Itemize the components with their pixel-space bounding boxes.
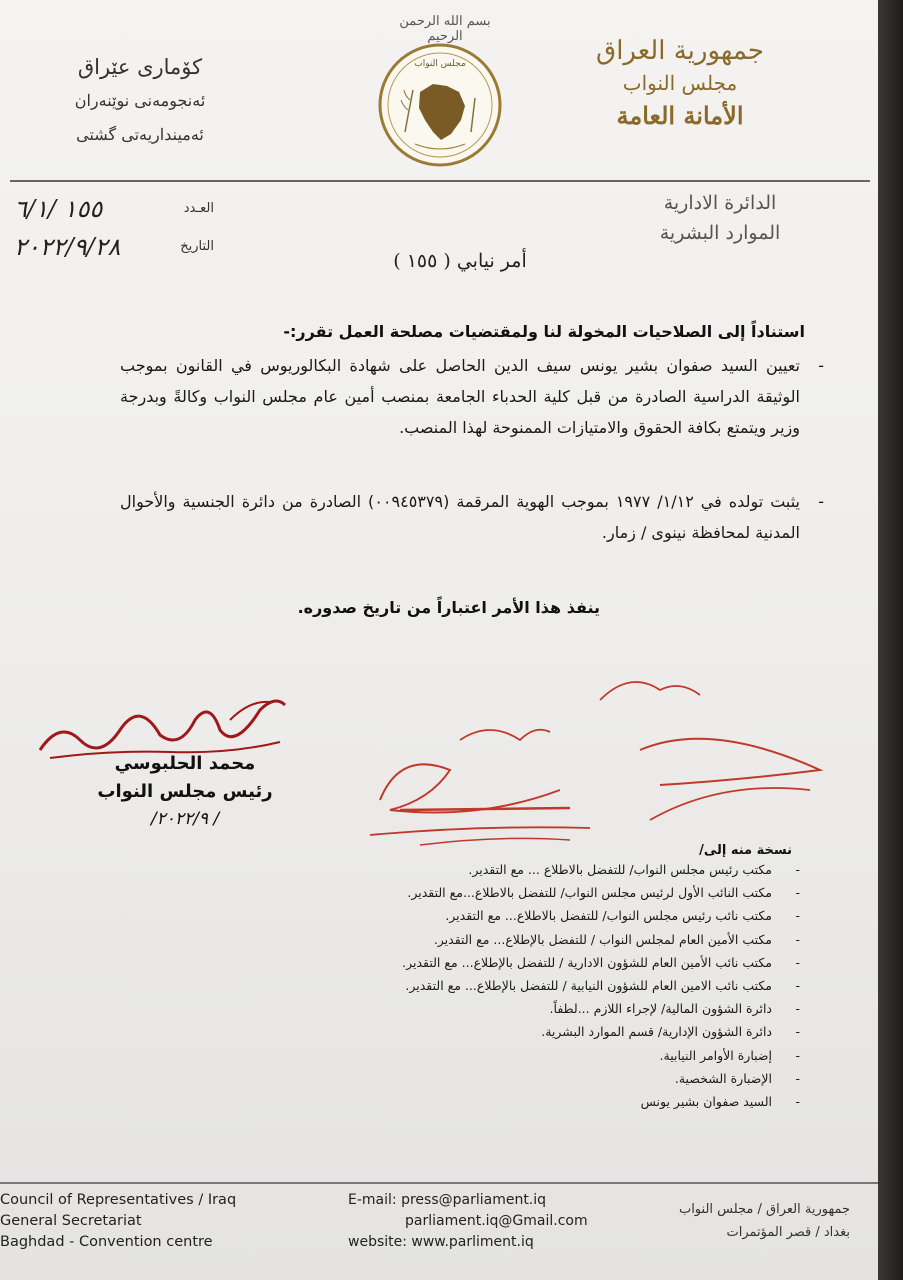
signer-date: / ٢٠٢٢/٩/ (150, 809, 220, 829)
execution-clause: ينفذ هذا الأمر اعتباراً من تاريخ صدوره. (297, 598, 600, 617)
list-item: - دائرة الشؤون الإدارية/ قسم الموارد البشرية. (240, 1020, 800, 1043)
list-item: - السيد صفوان بشير يونس (240, 1090, 800, 1113)
approval-annotations-icon (360, 660, 830, 860)
order-paragraph (120, 350, 824, 443)
website-link[interactable]: www.parliment.iq (411, 1234, 534, 1250)
list-item: - إضبارة الأوامر النيابية. (240, 1044, 800, 1067)
signer-title: رئيس مجلس النواب (97, 781, 273, 802)
letterhead-secretariat: الأمانة العامة (616, 101, 744, 130)
letterhead-council: مجلس النواب (622, 71, 738, 95)
footer-ar-location: بغداد / قصر المؤتمرات (726, 1225, 850, 1240)
department-section: الموارد البشرية (659, 222, 781, 244)
reference-date-label: التاريخ (180, 239, 214, 254)
signer-name: محمد الحلبوسي (114, 753, 256, 774)
letterhead-arabic (550, 34, 810, 134)
copies-heading: نسخة منه إلى/ (699, 843, 792, 858)
reference-date: ٢٠٢٢/٩/٢٨ (14, 233, 121, 261)
footer-ar-org: جمهورية العراق / مجلس النواب (678, 1202, 850, 1217)
list-item: - مكتب رئيس مجلس النواب/ للتفضل بالاطلاع ... مع التقدير. (240, 858, 800, 881)
list-item: - الإضبارة الشخصية. (240, 1067, 800, 1090)
list-item: - مكتب النائب الأول لرئيس مجلس النواب/ للتفضل بالاطلاع...مع التقدير. (240, 881, 800, 904)
letterhead-republic: جمهورية العراق (596, 36, 764, 66)
email-label: E-mail: (348, 1192, 397, 1208)
svg-text:مجلس النواب: مجلس النواب (414, 59, 466, 69)
letterhead-kurdish-council: ئەنجومەنی نوێنەران (74, 91, 206, 110)
letterhead-kurdish-secretariat: ئەمینداریەتی گشتی (76, 125, 204, 144)
list-item: - مكتب نائب رئيس مجلس النواب/ للتفضل بالاطلاع... مع التقدير. (240, 904, 800, 927)
header-divider (10, 180, 870, 182)
footer-arabic-address (620, 1198, 850, 1244)
footer-org: Council of Representatives / Iraq (0, 1192, 237, 1208)
basmala: بسم الله الرحمن الرحيم (399, 14, 491, 44)
list-item: - مكتب نائب الأمين العام للشؤون الادارية / للتفضل بالإطلاع... مع التقدير. (240, 951, 800, 974)
email-link-gmail[interactable]: parliament.iq@Gmail.com (405, 1213, 588, 1229)
appointment-text: تعيين السيد صفوان بشير يونس سيف الدين الحاصل على شهادة البكالوريوس في القانون بموجب الوثيقة الدراسية الصادرة من قبل كلية الحدباء الجامعة بمنصب أمين عام مجلس النواب وكالةً وبدرجة وزير ويتمتع بكافة الحقوق والامتيازات الممنوحة لهذا المنصب. (120, 356, 800, 437)
reference-number-label: العـدد (183, 201, 214, 216)
signer-block (75, 750, 295, 832)
order-paragraph (120, 486, 824, 548)
footer-secretariat: General Secretariat (0, 1213, 142, 1229)
list-item: - مكتب نائب الامين العام للشؤون النيابية / للتفضل بالإطلاع... مع التقدير. (240, 974, 800, 997)
footer-location: Baghdad - Convention centre (0, 1234, 213, 1250)
reference-number: ١٥٥ /٦/١ (14, 195, 103, 223)
bullet-dash: - (818, 492, 824, 511)
email-link-press[interactable]: press@parliament.iq (401, 1192, 547, 1208)
department-name: الدائرة الادارية (663, 192, 777, 214)
reference-block (14, 195, 214, 271)
background-edge (878, 0, 903, 1280)
order-title: أمر نيابي ( ١٥٥ ) (393, 250, 527, 272)
website-label: website: (348, 1234, 407, 1250)
letterhead-kurdish-republic: كۆماری عێراق (77, 55, 203, 79)
footer-english-address (0, 1190, 280, 1253)
birth-details-text: يثبت تولده في ١/١٢/ ١٩٧٧ بموجب الهوية المرقمة (٠٠٩٤٥٣٧٩) الصادرة من دائرة الجنسية والأحوال المدنية لمحافظة نينوى / زمار. (120, 492, 801, 542)
list-item: - دائرة الشؤون المالية/ لإجراء اللازم ...لطفاً. (240, 997, 800, 1020)
parliament-seal-icon (375, 40, 505, 170)
list-item: - مكتب الأمين العام لمجلس النواب / للتفضل بالإطلاع... مع التقدير. (240, 928, 800, 951)
footer-divider (0, 1182, 880, 1184)
bullet-dash: - (818, 356, 824, 375)
letterhead-kurdish (40, 50, 240, 152)
order-intro: استناداً إلى الصلاحيات المخولة لنا ولمقتضيات مصلحة العمل تقرر:- (283, 322, 805, 341)
copies-list (240, 858, 800, 1113)
footer-contact (348, 1190, 648, 1253)
department-block (640, 188, 800, 248)
